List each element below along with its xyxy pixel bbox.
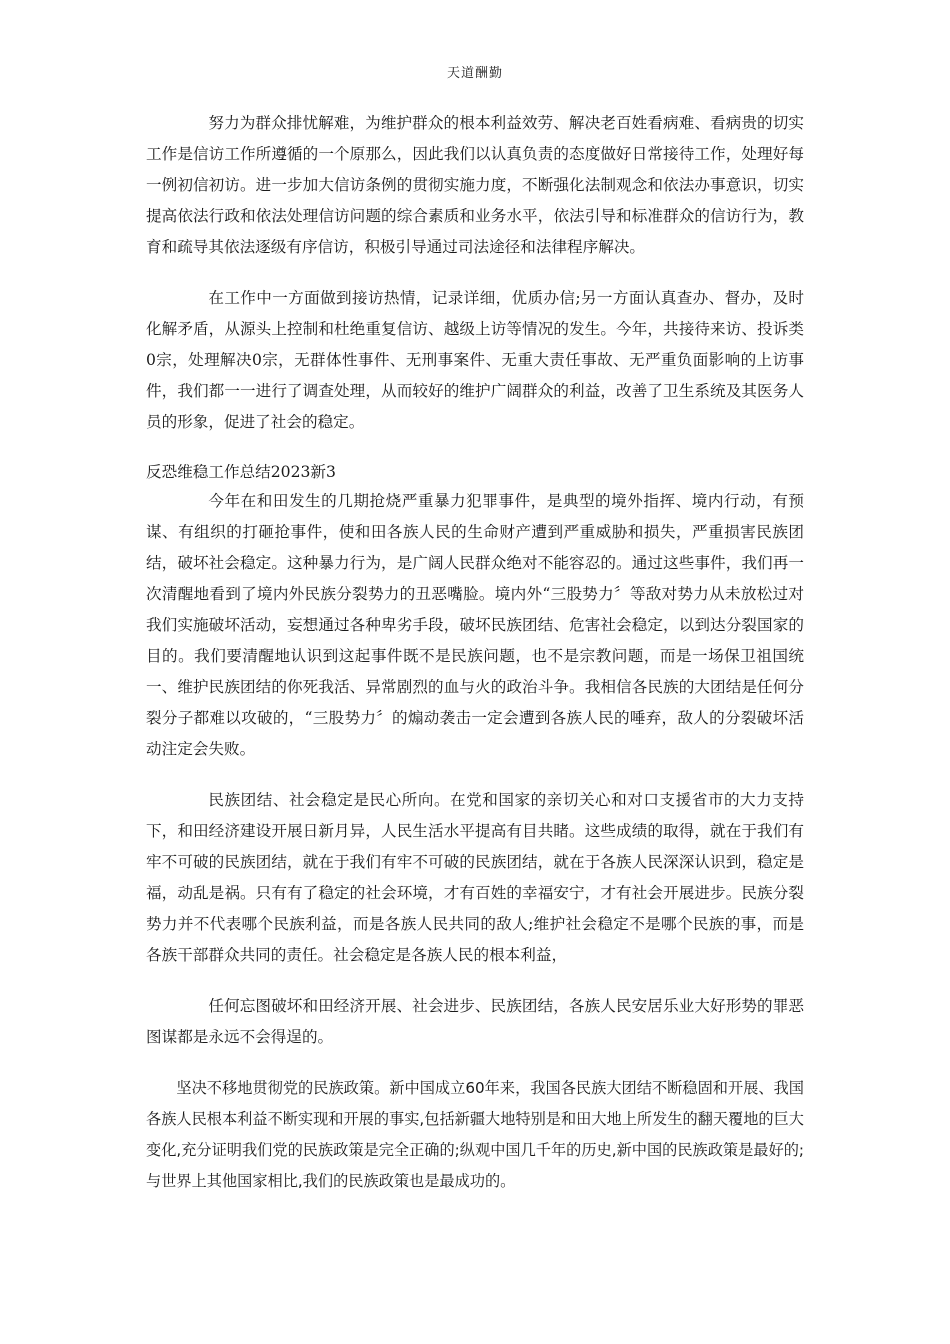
- document-body: [146, 108, 804, 1217]
- section-paragraph-3: 任何忘图破坏和田经济开展、社会进步、民族团结，各族人民安居乐业大好形势的罪恶图谋都是永远不会得逞的。: [146, 997, 804, 1046]
- page-header: 天道酬勤: [446, 66, 503, 81]
- section-paragraph-2: 民族团结、社会稳定是民心所向。在党和国家的亲切关心和对口支援省市的大力支持下，和田经济建设开展日新月异，人民生活水平提高有目共睹。这些成绩的取得，就在于我们有牢不可破的民族团结，就在于我们有牢不可破的民族团结，就在于各族人民深深认识到，稳定是福，动乱是祸。只有有了稳定的社会环境，才有百姓的幸福安宁，才有社会开展进步。民族分裂势力并不代表哪个民族利益，而是各族人民共同的敌人;维护社会稳定不是哪个民族的事，而是各族干部群众共同的责任。社会稳定是各族人民的根本利益，: [146, 791, 804, 964]
- final-paragraph: 坚决不移地贯彻党的民族政策。新中国成立60年来，我国各民族大团结不断稳固和开展、我国各族人民根本利益不断实现和开展的事实,包括新疆大地特别是和田大地上所发生的翻天覆地的巨大变化,充分证明我们党的民族政策是完全正确的;纵观中国几千年的历史,新中国的民族政策是最好的;与世界上其他国家相比,我们的民族政策也是最成功的。: [146, 1079, 804, 1190]
- section-paragraph-1: 今年在和田发生的几期抢烧严重暴力犯罪事件，是典型的境外指挥、境内行动，有预谋、有组织的打砸抢事件，使和田各族人民的生命财产遭到严重威胁和损失，严重损害民族团结，破坏社会稳定。这种暴力行为，是广阔人民群众绝对不能容忍的。通过这些事件，我们再一次清醒地看到了境内外民族分裂势力的丑恶嘴脸。境内外“三股势力〞等敌对势力从未放松过对我们实施破坏活动，妄想通过各种卑劣手段，破坏民族团结、危害社会稳定，以到达分裂国家的目的。我们要清醒地认识到这起事件既不是民族问题，也不是宗教问题，而是一场保卫祖国统一、维护民族团结的你死我活、异常剧烈的血与火的政治斗争。我相信各民族的大团结是任何分裂分子都难以攻破的，“三股势力〞的煽动袭击一定会遭到各族人民的唾弃，敌人的分裂破坏活动注定会失败。: [146, 492, 804, 758]
- paragraph-2: 在工作中一方面做到接访热情，记录详细，优质办信;另一方面认真查办、督办，及时化解矛盾，从源头上控制和杜绝重复信访、越级上访等情况的发生。今年，共接待来访、投诉类0宗，处理解决0宗，无群体性事件、无刑事案件、无重大责任事故、无严重负面影响的上访事件，我们都一一进行了调查处理，从而较好的维护广阔群众的利益，改善了卫生系统及其医务人员的形象，促进了社会的稳定。: [146, 289, 804, 431]
- paragraph-1: 努力为群众排忧解难，为维护群众的根本利益效劳、解决老百姓看病难、看病贵的切实工作是信访工作所遵循的一个原那么，因此我们以认真负责的态度做好日常接待工作，处理好每一例初信初访。进一步加大信访条例的贯彻实施力度，不断强化法制观念和依法办事意识，切实提高依法行政和依法处理信访问题的综合素质和业务水平，依法引导和标准群众的信访行为，教育和疏导其依法逐级有序信访，积极引导通过司法途径和法律程序解决。: [146, 114, 804, 256]
- section-heading: 反恐维稳工作总结2023新3: [146, 463, 336, 481]
